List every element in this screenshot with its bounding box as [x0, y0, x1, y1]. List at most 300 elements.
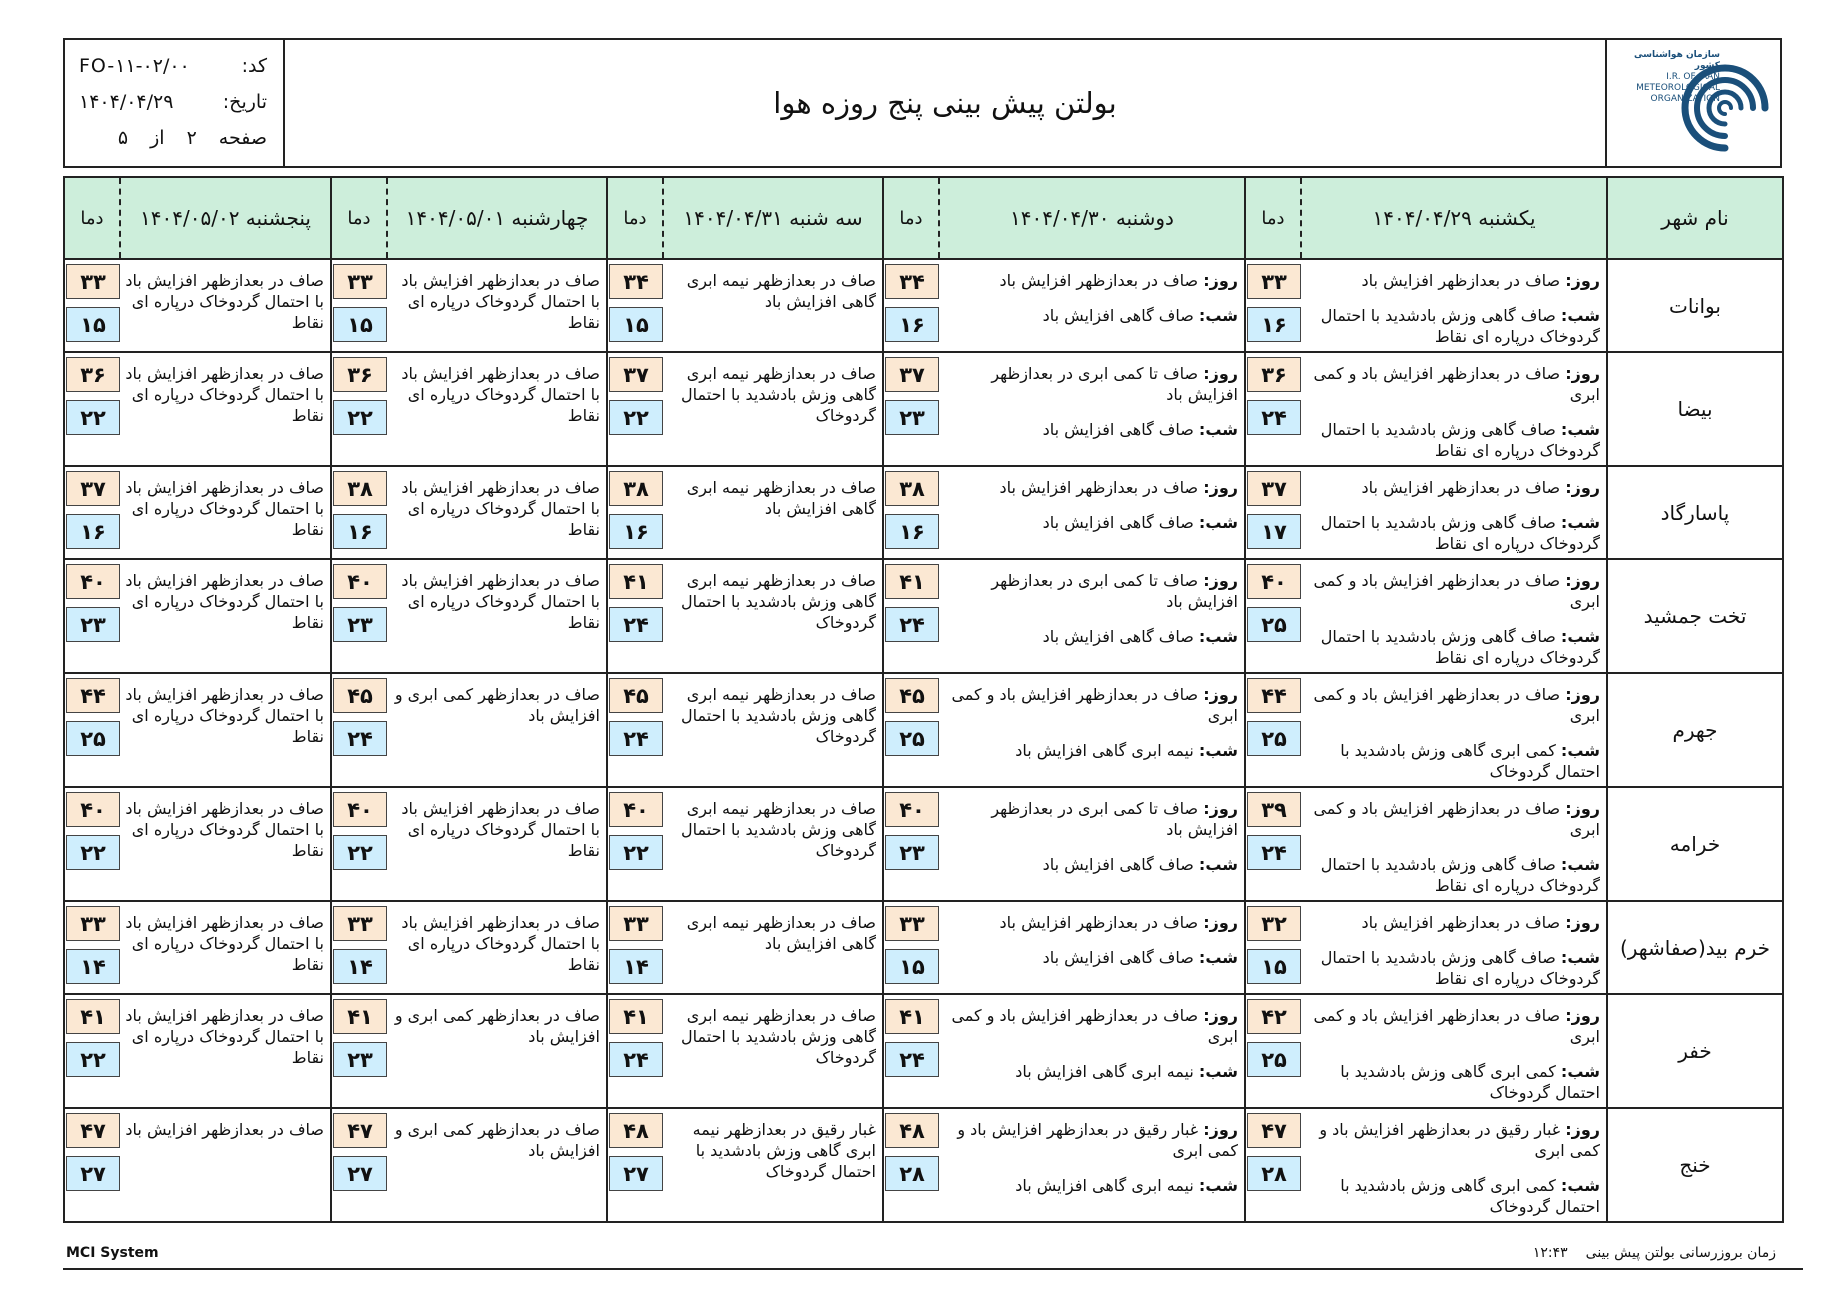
forecast-description: [120, 901, 331, 994]
day-text: صاف در بعدازظهر افزایش باد و کمی ابری: [1313, 364, 1600, 404]
night-forecast: [1305, 419, 1600, 461]
day-label: روز:: [1565, 1006, 1600, 1025]
temp-low: ۲۵: [66, 721, 120, 756]
date-value: ۱۴۰۴/۰۴/۲۹: [79, 91, 174, 113]
document-info: [65, 40, 285, 166]
forecast-description: [120, 559, 331, 673]
temperature-cell: [1245, 787, 1301, 901]
temperature-cell: [883, 673, 939, 787]
temperature-cell: [331, 1108, 387, 1222]
forecast-description: [1301, 559, 1607, 673]
organization-logo: [1605, 40, 1780, 166]
table-header-row: [64, 177, 1783, 259]
temperature-cell: [1245, 259, 1301, 352]
forecast-text: صاف در بعدازظهر افزایش باد: [125, 1120, 324, 1139]
footer-update-label: زمان بروزرسانی بولتن پیش بینی: [1585, 1245, 1776, 1261]
forecast-description: [939, 259, 1245, 352]
temp-low: ۲۵: [1247, 721, 1301, 756]
forecast-text: صاف در بعدازظهر افزایش باد با احتمال گردوخاک درپاره ای نقاط: [401, 478, 600, 539]
temp-low: ۲۴: [885, 1042, 939, 1077]
table-row: [64, 466, 1783, 559]
temp-low: ۲۳: [333, 1042, 387, 1077]
temp-low: ۱۵: [66, 307, 120, 342]
temp-low: ۲۲: [66, 400, 120, 435]
temperature-cell: [607, 1108, 663, 1222]
logo-text-en-1: I.R. OF IRAN: [1666, 72, 1720, 82]
temp-low: ۲۲: [66, 835, 120, 870]
night-label: شب:: [1198, 513, 1238, 532]
temp-low: ۲۷: [609, 1156, 663, 1191]
night-label: شب:: [1198, 627, 1238, 646]
day-label: روز:: [1565, 685, 1600, 704]
temp-high: ۴۸: [609, 1113, 663, 1148]
temp-low: ۲۵: [1247, 1042, 1301, 1077]
forecast-description: [663, 559, 883, 673]
temp-low: ۲۴: [609, 1042, 663, 1077]
night-forecast: [1305, 947, 1600, 989]
forecast-description: [939, 673, 1245, 787]
night-text: نیمه ابری گاهی افزایش باد: [1015, 1062, 1194, 1081]
night-label: شب:: [1198, 420, 1238, 439]
forecast-description: [387, 466, 607, 559]
forecast-description: [387, 259, 607, 352]
night-label: شب:: [1198, 948, 1238, 967]
city-name: خرم بید(صفاشهر): [1607, 901, 1783, 994]
day-forecast: [943, 270, 1238, 291]
night-text: صاف گاهی وزش بادشدید با احتمال گردوخاک درپاره ای نقاط: [1320, 948, 1600, 988]
temperature-cell: [64, 466, 120, 559]
night-label: شب:: [1198, 1176, 1238, 1195]
city-name: بیضا: [1607, 352, 1783, 466]
temp-low: ۲۴: [609, 607, 663, 642]
logo-text-fa: سازمان هواشناسی کشور: [1633, 50, 1720, 71]
night-text: صاف گاهی افزایش باد: [1042, 306, 1194, 325]
night-forecast: [943, 626, 1238, 647]
day-text: صاف تا کمی ابری در بعدازظهر افزایش باد: [991, 364, 1238, 404]
day-text: صاف در بعدازظهر افزایش باد: [999, 271, 1199, 290]
bulletin-header: [63, 38, 1782, 168]
temp-header-2: دما: [883, 177, 939, 259]
temperature-cell: [64, 673, 120, 787]
forecast-description: [939, 352, 1245, 466]
forecast-description: [663, 673, 883, 787]
temp-high: ۴۷: [333, 1113, 387, 1148]
temp-high: ۴۰: [333, 792, 387, 827]
day-forecast: [1305, 270, 1600, 291]
temp-high: ۴۰: [1247, 564, 1301, 599]
day-text: صاف در بعدازظهر افزایش باد: [1361, 913, 1561, 932]
temperature-cell: [64, 994, 120, 1108]
day-text: صاف در بعدازظهر افزایش باد و کمی ابری: [951, 685, 1238, 725]
night-text: صاف گاهی افزایش باد: [1042, 855, 1194, 874]
temp-low: ۲۴: [333, 721, 387, 756]
temperature-cell: [64, 259, 120, 352]
day-text: صاف در بعدازظهر افزایش باد و کمی ابری: [1313, 799, 1600, 839]
day-forecast: [943, 1119, 1238, 1161]
forecast-description: [663, 1108, 883, 1222]
day-text: صاف در بعدازظهر افزایش باد و کمی ابری: [1313, 571, 1600, 611]
temperature-cell: [1245, 559, 1301, 673]
forecast-description: [120, 352, 331, 466]
forecast-description: [387, 787, 607, 901]
temp-high: ۳۶: [333, 357, 387, 392]
temp-high: ۴۱: [66, 999, 120, 1034]
temp-low: ۱۶: [66, 514, 120, 549]
footer-update: [1533, 1245, 1776, 1261]
day-label: روز:: [1565, 799, 1600, 818]
night-forecast: [943, 947, 1238, 968]
forecast-text: صاف در بعدازظهر افزایش باد با احتمال گردوخاک درپاره ای نقاط: [125, 571, 324, 632]
forecast-description: [939, 1108, 1245, 1222]
temp-low: ۱۶: [609, 514, 663, 549]
temperature-cell: [64, 787, 120, 901]
temp-low: ۱۶: [1247, 307, 1301, 342]
forecast-text: صاف در بعدازظهر نیمه ابری گاهی افزایش باد: [686, 478, 876, 518]
temperature-cell: [607, 994, 663, 1108]
day-label: روز:: [1203, 685, 1238, 704]
temp-high: ۳۷: [609, 357, 663, 392]
day-label: روز:: [1565, 364, 1600, 383]
day-text: صاف تا کمی ابری در بعدازظهر افزایش باد: [991, 571, 1238, 611]
temperature-cell: [883, 901, 939, 994]
forecast-text: صاف در بعدازظهر نیمه ابری گاهی افزایش باد: [686, 271, 876, 311]
forecast-description: [939, 559, 1245, 673]
temp-header-1: دما: [1245, 177, 1301, 259]
footer-system: MCI System: [66, 1245, 159, 1261]
temp-high: ۳۶: [66, 357, 120, 392]
night-text: صاف گاهی افزایش باد: [1042, 627, 1194, 646]
night-forecast: [943, 305, 1238, 326]
night-forecast: [943, 854, 1238, 875]
forecast-description: [387, 1108, 607, 1222]
forecast-description: [1301, 787, 1607, 901]
temp-high: ۴۰: [333, 564, 387, 599]
temperature-cell: [883, 466, 939, 559]
table-row: [64, 901, 1783, 994]
temp-high: ۴۱: [609, 564, 663, 599]
temp-high: ۳۸: [609, 471, 663, 506]
night-text: کمی ابری گاهی وزش بادشدید با احتمال گردوخاک: [1340, 741, 1600, 781]
day-text: صاف در بعدازظهر افزایش باد: [1361, 478, 1561, 497]
night-text: کمی ابری گاهی وزش بادشدید با احتمال گردوخاک: [1340, 1176, 1600, 1216]
temp-high: ۳۸: [885, 471, 939, 506]
forecast-text: صاف در بعدازظهر افزایش باد با احتمال گردوخاک درپاره ای نقاط: [401, 913, 600, 974]
temperature-cell: [331, 994, 387, 1108]
night-forecast: [1305, 854, 1600, 896]
temperature-cell: [607, 673, 663, 787]
forecast-description: [120, 466, 331, 559]
table-row: [64, 259, 1783, 352]
temp-low: ۱۶: [333, 514, 387, 549]
temperature-cell: [883, 1108, 939, 1222]
day-label: روز:: [1203, 1006, 1238, 1025]
day-label: روز:: [1203, 1120, 1238, 1139]
day-forecast: [1305, 1119, 1600, 1161]
forecast-description: [663, 787, 883, 901]
forecast-description: [939, 466, 1245, 559]
footer-update-time: ۱۲:۴۳: [1532, 1245, 1568, 1261]
temp-low: ۲۷: [66, 1156, 120, 1191]
night-label: شب:: [1560, 420, 1600, 439]
day-label: روز:: [1203, 271, 1238, 290]
day-label: روز:: [1565, 271, 1600, 290]
day-forecast: [1305, 912, 1600, 933]
footer-divider: [63, 1268, 1803, 1270]
day-header-1: یکشنبه ۱۴۰۴/۰۴/۲۹: [1301, 177, 1607, 259]
night-label: شب:: [1198, 855, 1238, 874]
temp-high: ۴۴: [1247, 678, 1301, 713]
temp-high: ۳۲: [1247, 906, 1301, 941]
forecast-text: صاف در بعدازظهر افزایش باد با احتمال گردوخاک درپاره ای نقاط: [401, 799, 600, 860]
forecast-description: [663, 466, 883, 559]
forecast-description: [663, 994, 883, 1108]
forecast-description: [1301, 1108, 1607, 1222]
temp-high: ۴۵: [333, 678, 387, 713]
forecast-text: صاف در بعدازظهر نیمه ابری گاهی وزش بادشدید با احتمال گردوخاک: [681, 1006, 876, 1067]
forecast-description: [939, 994, 1245, 1108]
temp-low: ۱۶: [885, 514, 939, 549]
day-forecast: [943, 912, 1238, 933]
page-total: ۵: [117, 127, 129, 149]
temp-low: ۲۳: [885, 835, 939, 870]
forecast-text: صاف در بعدازظهر افزایش باد با احتمال گردوخاک درپاره ای نقاط: [125, 913, 324, 974]
day-text: صاف در بعدازظهر افزایش باد: [999, 478, 1199, 497]
night-label: شب:: [1560, 855, 1600, 874]
city-name: پاسارگاد: [1607, 466, 1783, 559]
temp-low: ۲۴: [609, 721, 663, 756]
temperature-cell: [1245, 352, 1301, 466]
temp-high: ۴۲: [1247, 999, 1301, 1034]
night-forecast: [943, 512, 1238, 533]
night-text: صاف گاهی وزش بادشدید با احتمال گردوخاک درپاره ای نقاط: [1320, 627, 1600, 667]
temp-low: ۲۵: [1247, 607, 1301, 642]
temp-high: ۴۱: [885, 999, 939, 1034]
night-label: شب:: [1560, 513, 1600, 532]
temp-high: ۳۳: [66, 264, 120, 299]
temperature-cell: [331, 352, 387, 466]
forecast-text: صاف در بعدازظهر افزایش باد با احتمال گردوخاک درپاره ای نقاط: [125, 271, 324, 332]
temperature-cell: [64, 1108, 120, 1222]
day-forecast: [943, 798, 1238, 840]
temperature-cell: [1245, 994, 1301, 1108]
forecast-description: [120, 1108, 331, 1222]
night-label: شب:: [1560, 741, 1600, 760]
temp-low: ۲۳: [333, 607, 387, 642]
day-text: غبار رقیق در بعدازظهر افزایش باد و کمی ابری: [957, 1120, 1238, 1160]
table-row: [64, 673, 1783, 787]
day-header-4: چهارشنبه ۱۴۰۴/۰۵/۰۱: [387, 177, 607, 259]
day-text: صاف تا کمی ابری در بعدازظهر افزایش باد: [991, 799, 1238, 839]
city-name: خفر: [1607, 994, 1783, 1108]
temperature-cell: [607, 352, 663, 466]
night-label: شب:: [1560, 1176, 1600, 1195]
forecast-body: [64, 259, 1783, 1222]
night-label: شب:: [1198, 1062, 1238, 1081]
night-text: نیمه ابری گاهی افزایش باد: [1015, 741, 1194, 760]
forecast-description: [120, 259, 331, 352]
day-label: روز:: [1203, 364, 1238, 383]
code-label: کد:: [241, 55, 267, 77]
forecast-text: صاف در بعدازظهر افزایش باد با احتمال گردوخاک درپاره ای نقاط: [401, 364, 600, 425]
night-text: صاف گاهی وزش بادشدید با احتمال گردوخاک درپاره ای نقاط: [1320, 306, 1600, 346]
table-row: [64, 787, 1783, 901]
day-text: غبار رقیق در بعدازظهر افزایش باد و کمی ابری: [1319, 1120, 1600, 1160]
day-label: روز:: [1565, 1120, 1600, 1139]
temp-high: ۴۰: [66, 792, 120, 827]
temp-high: ۳۳: [333, 264, 387, 299]
forecast-description: [663, 259, 883, 352]
night-forecast: [1305, 626, 1600, 668]
temperature-cell: [607, 559, 663, 673]
temperature-cell: [1245, 673, 1301, 787]
temp-high: ۳۸: [333, 471, 387, 506]
temperature-cell: [331, 787, 387, 901]
temp-high: ۴۷: [1247, 1113, 1301, 1148]
temp-low: ۲۸: [885, 1156, 939, 1191]
day-forecast: [943, 477, 1238, 498]
table-row: [64, 352, 1783, 466]
day-forecast: [943, 363, 1238, 405]
forecast-text: صاف در بعدازظهر کمی ابری و افزایش باد: [394, 1120, 600, 1160]
temp-low: ۲۳: [885, 400, 939, 435]
temp-high: ۳۳: [1247, 264, 1301, 299]
forecast-description: [663, 901, 883, 994]
temperature-cell: [607, 466, 663, 559]
logo-text-en-3: ORGANIZATION: [1650, 94, 1720, 104]
forecast-text: صاف در بعدازظهر افزایش باد با احتمال گردوخاک درپاره ای نقاط: [125, 799, 324, 860]
temperature-cell: [883, 787, 939, 901]
temperature-cell: [64, 559, 120, 673]
day-forecast: [943, 570, 1238, 612]
night-forecast: [943, 740, 1238, 761]
forecast-text: صاف در بعدازظهر افزایش باد با احتمال گردوخاک درپاره ای نقاط: [401, 271, 600, 332]
temp-header-5: دما: [64, 177, 120, 259]
temp-low: ۱۴: [66, 949, 120, 984]
forecast-description: [387, 673, 607, 787]
temperature-cell: [883, 559, 939, 673]
night-text: نیمه ابری گاهی افزایش باد: [1015, 1176, 1194, 1195]
temperature-cell: [607, 901, 663, 994]
temperature-cell: [331, 259, 387, 352]
temp-high: ۳۷: [66, 471, 120, 506]
temp-low: ۲۲: [66, 1042, 120, 1077]
forecast-description: [1301, 673, 1607, 787]
night-label: شب:: [1198, 306, 1238, 325]
temperature-cell: [331, 901, 387, 994]
day-text: صاف در بعدازظهر افزایش باد: [999, 913, 1199, 932]
table-row: [64, 559, 1783, 673]
temperature-cell: [64, 901, 120, 994]
temp-high: ۳۶: [1247, 357, 1301, 392]
temp-low: ۲۲: [333, 835, 387, 870]
city-name: تخت جمشید: [1607, 559, 1783, 673]
temp-low: ۱۴: [609, 949, 663, 984]
temp-high: ۳۴: [885, 264, 939, 299]
forecast-text: صاف در بعدازظهر کمی ابری و افزایش باد: [394, 685, 600, 725]
day-label: روز:: [1565, 913, 1600, 932]
forecast-text: صاف در بعدازظهر افزایش باد با احتمال گردوخاک درپاره ای نقاط: [125, 1006, 324, 1067]
day-forecast: [1305, 477, 1600, 498]
temp-header-4: دما: [331, 177, 387, 259]
night-text: صاف گاهی افزایش باد: [1042, 948, 1194, 967]
day-forecast: [1305, 684, 1600, 726]
temp-high: ۳۳: [66, 906, 120, 941]
temp-high: ۳۹: [1247, 792, 1301, 827]
day-forecast: [943, 1005, 1238, 1047]
night-label: شب:: [1560, 627, 1600, 646]
page-of: از: [150, 127, 165, 149]
forecast-text: صاف در بعدازظهر افزایش باد با احتمال گردوخاک درپاره ای نقاط: [125, 478, 324, 539]
temp-low: ۱۴: [333, 949, 387, 984]
temp-low: ۲۴: [1247, 835, 1301, 870]
temp-header-3: دما: [607, 177, 663, 259]
night-forecast: [1305, 1061, 1600, 1103]
night-text: صاف گاهی افزایش باد: [1042, 420, 1194, 439]
forecast-description: [387, 994, 607, 1108]
city-name: خرامه: [1607, 787, 1783, 901]
temp-low: ۱۵: [885, 949, 939, 984]
city-header: نام شهر: [1607, 177, 1783, 259]
city-name: خنج: [1607, 1108, 1783, 1222]
page-number: ۲: [186, 127, 197, 149]
forecast-text: صاف در بعدازظهر نیمه ابری گاهی افزایش باد: [686, 913, 876, 953]
day-header-2: دوشنبه ۱۴۰۴/۰۴/۳۰: [939, 177, 1245, 259]
temperature-cell: [64, 352, 120, 466]
day-text: صاف در بعدازظهر افزایش باد: [1361, 271, 1561, 290]
night-label: شب:: [1560, 948, 1600, 967]
temp-high: ۳۳: [609, 906, 663, 941]
temp-high: ۴۵: [885, 678, 939, 713]
temp-low: ۲۳: [66, 607, 120, 642]
forecast-text: صاف در بعدازظهر افزایش باد با احتمال گردوخاک درپاره ای نقاط: [125, 364, 324, 425]
night-label: شب:: [1198, 741, 1238, 760]
forecast-description: [120, 673, 331, 787]
table-row: [64, 994, 1783, 1108]
temp-low: ۲۲: [609, 400, 663, 435]
meteorological-spiral-icon: [1680, 48, 1770, 158]
night-text: صاف گاهی وزش بادشدید با احتمال گردوخاک درپاره ای نقاط: [1320, 513, 1600, 553]
temperature-cell: [1245, 1108, 1301, 1222]
forecast-description: [1301, 352, 1607, 466]
temp-high: ۳۳: [333, 906, 387, 941]
temperature-cell: [883, 352, 939, 466]
temp-high: ۳۴: [609, 264, 663, 299]
day-header-5: پنجشنبه ۱۴۰۴/۰۵/۰۲: [120, 177, 331, 259]
temperature-cell: [1245, 466, 1301, 559]
night-forecast: [1305, 512, 1600, 554]
day-label: روز:: [1565, 571, 1600, 590]
temp-low: ۲۷: [333, 1156, 387, 1191]
forecast-description: [939, 787, 1245, 901]
night-forecast: [1305, 305, 1600, 347]
temp-low: ۱۷: [1247, 514, 1301, 549]
temp-high: ۴۰: [66, 564, 120, 599]
temperature-cell: [331, 673, 387, 787]
forecast-text: صاف در بعدازظهر نیمه ابری گاهی وزش بادشدید با احتمال گردوخاک: [681, 685, 876, 746]
day-label: روز:: [1565, 478, 1600, 497]
day-label: روز:: [1203, 913, 1238, 932]
temperature-cell: [607, 259, 663, 352]
day-label: روز:: [1203, 478, 1238, 497]
page-title: بولتن پیش بینی پنج روزه هوا: [773, 86, 1117, 120]
forecast-description: [1301, 466, 1607, 559]
temp-low: ۱۵: [1247, 949, 1301, 984]
forecast-text: صاف در بعدازظهر نیمه ابری گاهی وزش بادشدید با احتمال گردوخاک: [681, 799, 876, 860]
day-label: روز:: [1203, 799, 1238, 818]
night-text: صاف گاهی وزش بادشدید با احتمال گردوخاک درپاره ای نقاط: [1320, 855, 1600, 895]
temperature-cell: [883, 259, 939, 352]
forecast-description: [387, 901, 607, 994]
